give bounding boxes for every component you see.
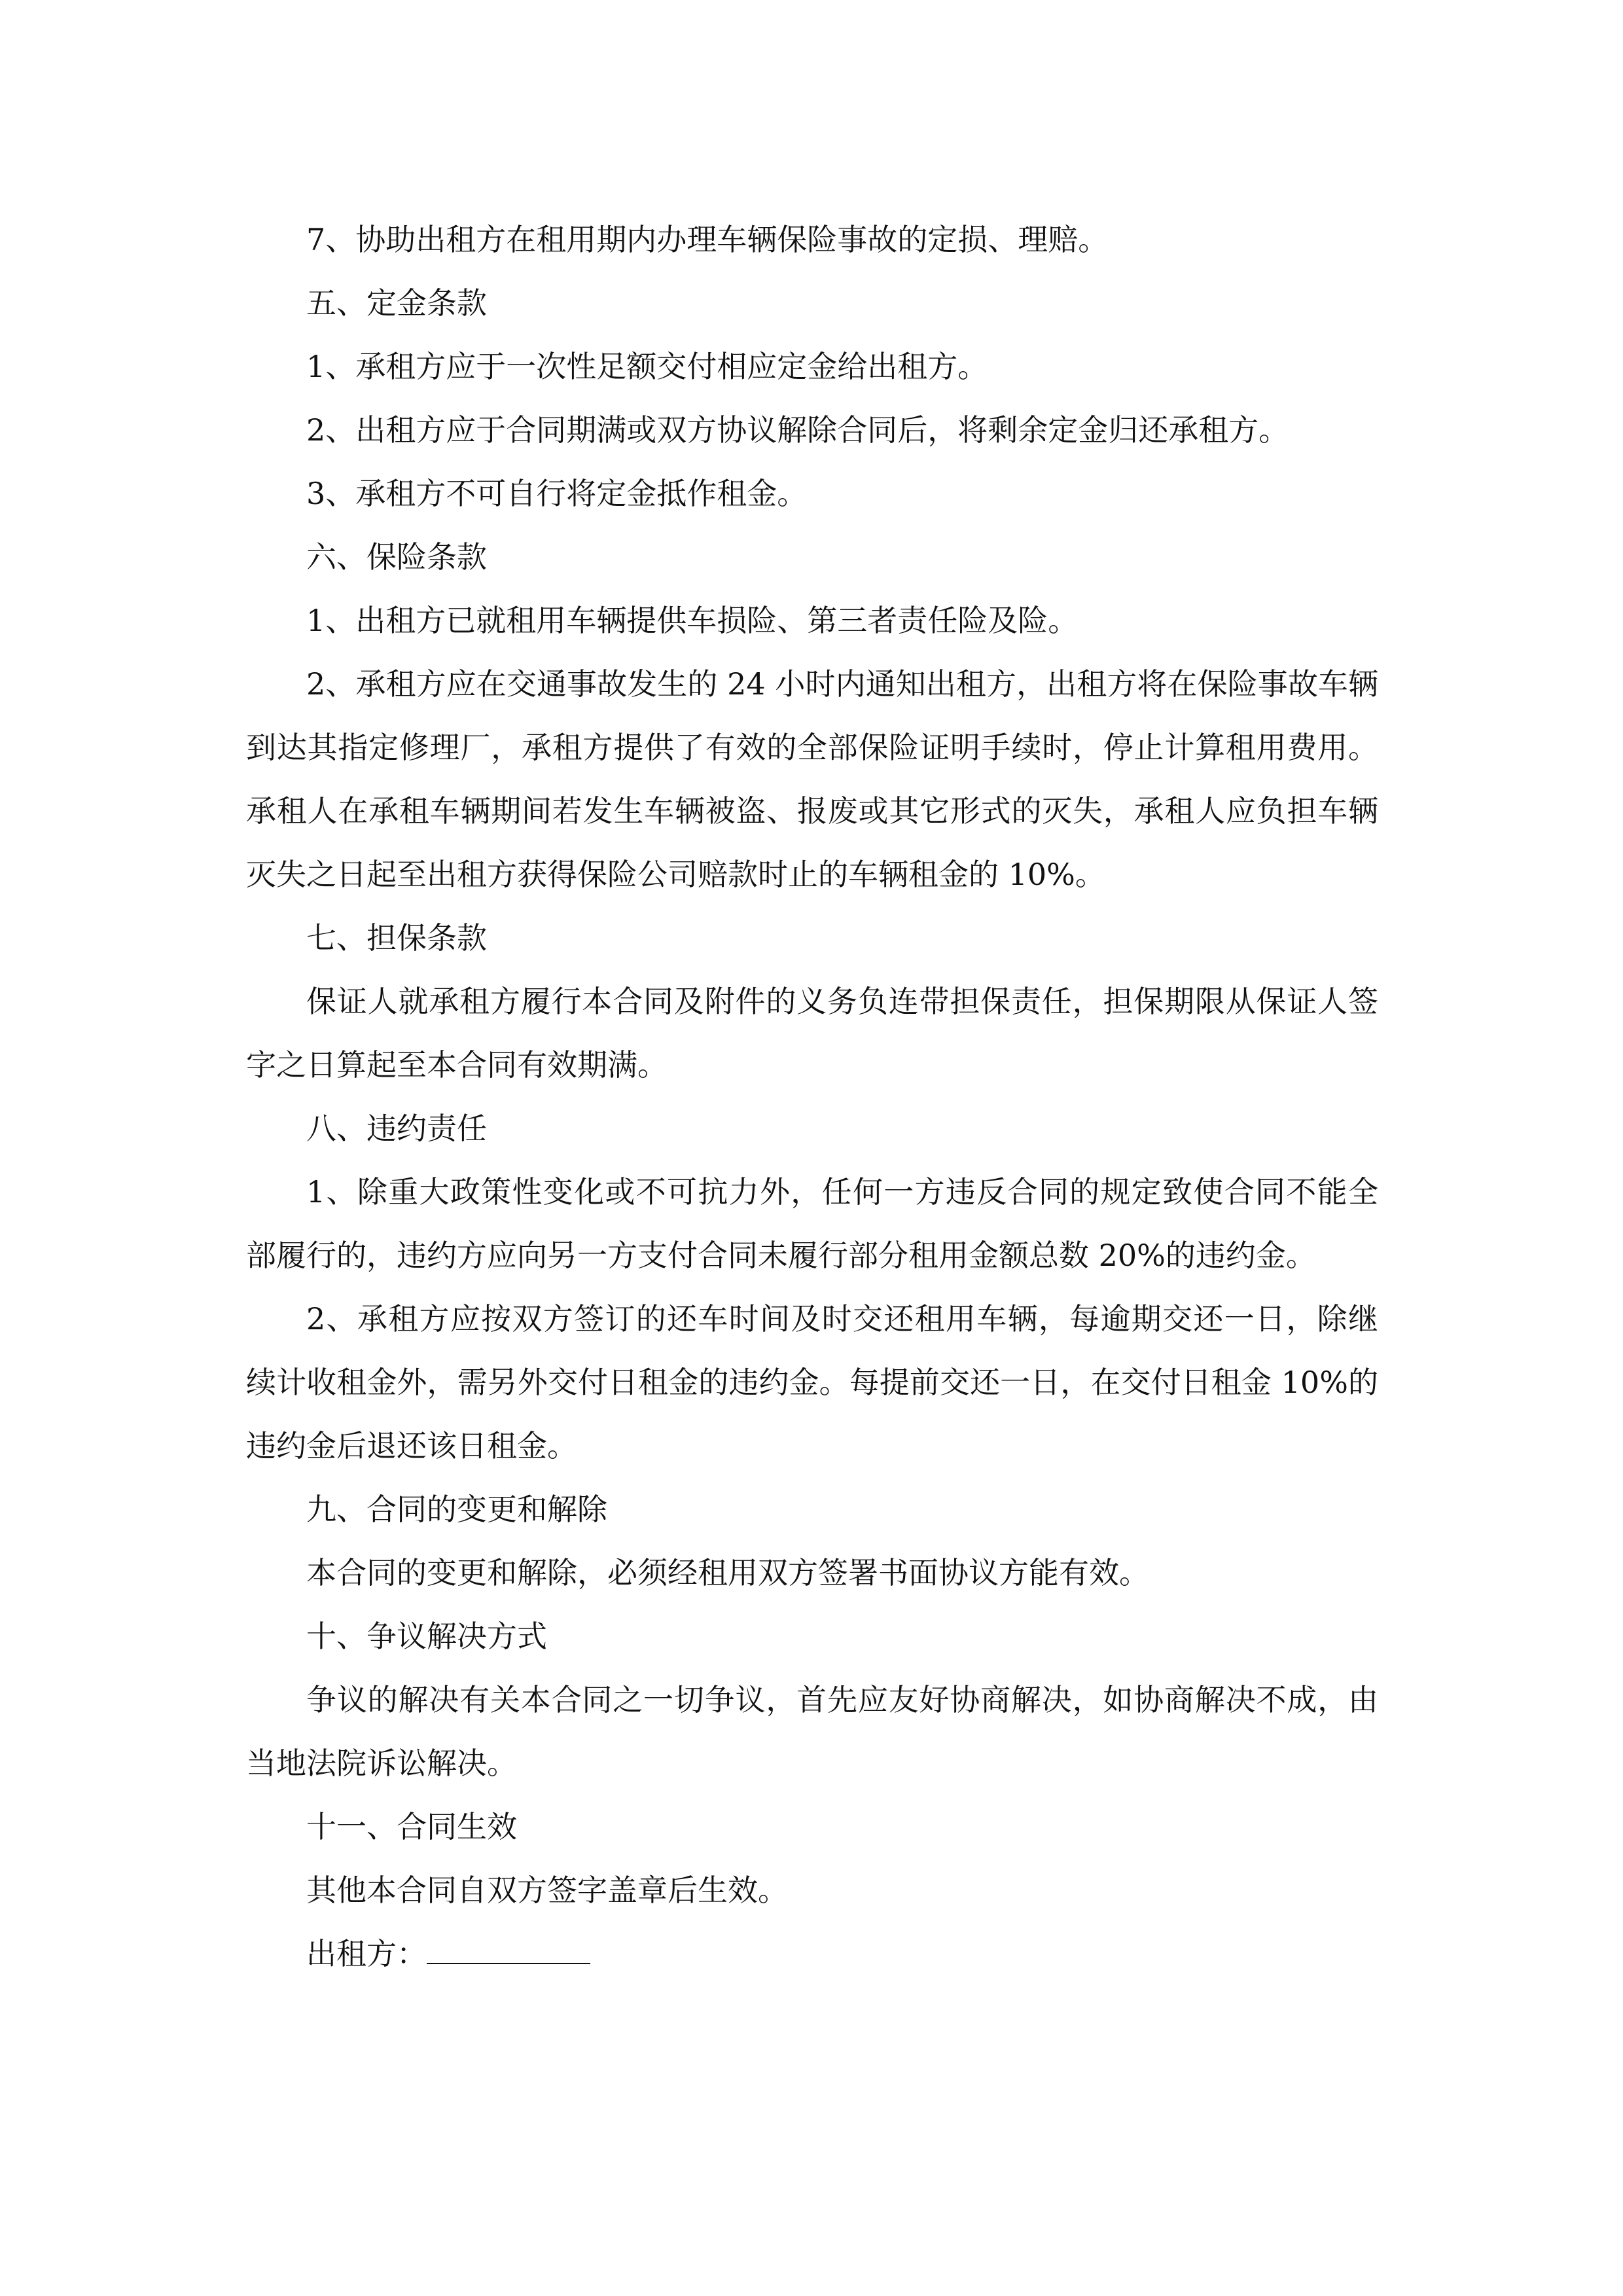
lessor-signature-line	[427, 1933, 590, 1964]
effectiveness-clause: 其他本合同自双方签字盖章后生效。	[306, 1873, 788, 1908]
section-heading-guarantee: 七、担保条款	[306, 920, 487, 956]
insurance-clause-2: 2、承租方应在交通事故发生的 24 小时内通知出租方，出租方将在保险事故车辆到达其指定修理厂，承租方提供了有效的全部保险证明手续时，停止计算租用费用。承租人在承租车辆期间若发生车辆被盗、报废或其它形式的灭失，承租人应负担车辆灭失之日起至出租方获得保险公司赔款时止的车辆租金的 10%。	[246, 666, 1378, 892]
section-heading-breach: 八、违约责任	[306, 1111, 487, 1146]
clause-7-assist-insurance: 7、协助出租方在租用期内办理车辆保险事故的定损、理赔。	[306, 222, 1109, 257]
guarantee-clause: 保证人就承租方履行本合同及附件的义务负连带担保责任，担保期限从保证人签字之日算起至本合同有效期满。	[246, 984, 1378, 1083]
section-heading-dispute: 十、争议解决方式	[306, 1619, 547, 1654]
breach-clause-2: 2、承租方应按双方签订的还车时间及时交还租用车辆，每逾期交还一日，除继续计收租金外，需另外交付日租金的违约金。每提前交还一日，在交付日租金 10%的违约金后退还该日租金。	[246, 1301, 1378, 1463]
deposit-clause-1: 1、承租方应于一次性足额交付相应定金给出租方。	[306, 349, 988, 384]
deposit-clause-2: 2、出租方应于合同期满或双方协议解除合同后，将剩余定金归还承租方。	[306, 412, 1289, 448]
amendment-clause: 本合同的变更和解除，必须经租用双方签署书面协议方能有效。	[306, 1555, 1149, 1590]
section-heading-deposit: 五、定金条款	[306, 285, 487, 321]
section-heading-effectiveness: 十一、合同生效	[306, 1809, 517, 1844]
lessor-signature-row	[246, 1922, 1378, 1986]
deposit-clause-3: 3、承租方不可自行将定金抵作租金。	[306, 476, 808, 511]
section-heading-insurance: 六、保险条款	[306, 539, 487, 575]
insurance-clause-1: 1、出租方已就租用车辆提供车损险、第三者责任险及险。	[306, 603, 1079, 638]
document-page	[246, 208, 1378, 1986]
dispute-clause: 争议的解决有关本合同之一切争议，首先应友好协商解决，如协商解决不成，由当地法院诉讼解决。	[246, 1682, 1378, 1781]
lessor-label: 出租方：	[306, 1936, 427, 1971]
section-heading-amendment: 九、合同的变更和解除	[306, 1492, 607, 1527]
breach-clause-1: 1、除重大政策性变化或不可抗力外，任何一方违反合同的规定致使合同不能全部履行的，违约方应向另一方支付合同未履行部分租用金额总数 20%的违约金。	[246, 1174, 1378, 1273]
